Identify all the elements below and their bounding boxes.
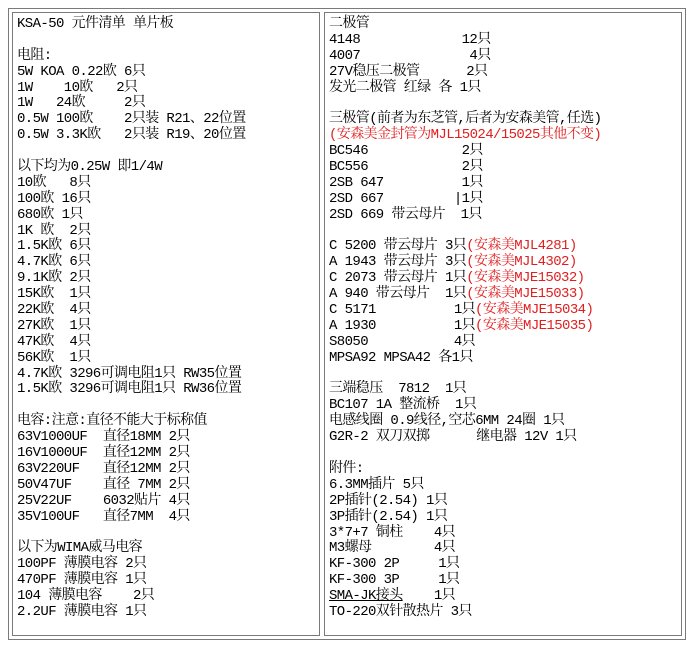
transistors-note: (安森美金封管为MJL15024/15025其他不变) [329, 127, 602, 144]
list-item [329, 255, 681, 271]
list-item: 0.5W 3.3K欧 2只装 R19、20位置 [17, 127, 246, 144]
transistor-part: A 940 带云母片 1只 [329, 286, 467, 303]
transistor-alternative: (安森美MJE15033) [466, 286, 585, 303]
list-item: 104 薄膜电容 2只 [17, 588, 155, 605]
list-item: 3*7+7 铜柱 4只 [329, 524, 456, 541]
capacitors-heading: 电容:注意:直径不能大于标称值 [17, 413, 207, 430]
list-item [329, 303, 681, 319]
list-item [329, 319, 681, 335]
diodes-heading: 二极管 [329, 16, 370, 32]
list-item: 1K 欧 2只 [17, 222, 91, 239]
transistor-alternative: (安森美MJL4281) [466, 238, 577, 255]
list-item: 16V1000UF 直径12MM 2只 [17, 445, 190, 462]
list-item: 3P插针(2.54) 1只 [329, 508, 448, 525]
transistor-alternative: (安森美MJL4302) [466, 254, 577, 271]
transistor-part: C 5200 带云母片 3只 [329, 238, 467, 255]
list-item: BC107 1A 整流桥 1只 [329, 397, 477, 414]
list-item: 发光二极管 红绿 各 1只 [329, 79, 481, 96]
list-item: G2R-2 双刀双掷 继电器 12V 1只 [329, 429, 577, 446]
accessories-heading: 附件: [329, 460, 364, 477]
list-item [329, 589, 681, 605]
parts-list-table [8, 8, 686, 640]
list-item: 三端稳压 7812 1只 [329, 381, 467, 398]
transistor-alternative: (安森美MJE15035) [475, 317, 594, 334]
document-title: KSA-50 元件清单 单片板 [17, 16, 174, 32]
list-item: 680欧 1只 [17, 206, 83, 223]
list-item [329, 271, 681, 287]
sma-connector-label: SMA-JK接头 [329, 588, 403, 605]
sma-connector-count: 1只 [402, 588, 456, 605]
list-item: 4007 4只 [329, 47, 491, 64]
list-item: 35V100UF 直径7MM 4只 [17, 508, 190, 525]
list-item: 15K欧 1只 [17, 286, 91, 303]
list-item: 1.5K欧 3296可调电阻1只 RW36位置 [17, 381, 242, 398]
transistor-part: A 1930 1只 [329, 317, 476, 334]
list-item: M3螺母 4只 [329, 540, 456, 557]
transistor-alternative: (安森美MJE15032) [466, 270, 585, 287]
list-item: 9.1K欧 2只 [17, 270, 91, 287]
list-item: 25V22UF 6032贴片 4只 [17, 492, 190, 509]
list-item: 100PF 薄膜电容 2只 [17, 556, 147, 573]
list-item: 1W 10欧 2只 [17, 79, 138, 96]
list-item: MPSA92 MPSA42 各1只 [329, 349, 473, 366]
list-item: 47K欧 4只 [17, 333, 91, 350]
list-item: 电感线圈 0.9线径,空芯6MM 24圈 1只 [329, 413, 565, 430]
list-item: 1.5K欧 6只 [17, 238, 91, 255]
transistor-alternative: (安森美MJE15034) [475, 302, 594, 319]
quarter-watt-heading: 以下均为0.25W 即1/4W [17, 159, 163, 176]
list-item: 470PF 薄膜电容 1只 [17, 572, 147, 589]
list-item: 10欧 8只 [17, 174, 91, 191]
transistors-heading: 三极管(前者为东芝管,后者为安森美管,任选) [329, 111, 602, 128]
list-item: S8050 4只 [329, 333, 476, 350]
list-item: KF-300 3P 1只 [329, 572, 460, 589]
transistor-part: C 2073 带云母片 1只 [329, 270, 467, 287]
list-item: 100欧 16只 [17, 190, 91, 207]
list-item: 50V47UF 直径 7MM 2只 [17, 476, 190, 493]
list-item: 27V稳压二极管 2只 [329, 63, 488, 80]
list-item: 0.5W 100欧 2只装 R21、22位置 [17, 111, 246, 128]
list-item: 4.7K欧 3296可调电阻1只 RW35位置 [17, 365, 242, 382]
list-item: 56K欧 1只 [17, 349, 91, 366]
list-item: 22K欧 4只 [17, 302, 91, 319]
transistor-part: C 5171 1只 [329, 302, 476, 319]
list-item: 27K欧 1只 [17, 317, 91, 334]
list-item [329, 287, 681, 303]
list-item: 4148 12只 [329, 31, 491, 48]
list-item: TO-220双针散热片 3只 [329, 603, 472, 620]
list-item: BC546 2只 [329, 143, 483, 160]
list-item: 5W KOA 0.22欧 6只 [17, 63, 146, 80]
resistors-heading: 电阻: [17, 47, 52, 64]
list-item: 2.2UF 薄膜电容 1只 [17, 603, 147, 620]
list-item: 4.7K欧 6只 [17, 254, 91, 271]
left-column [12, 12, 320, 636]
list-item: 2SD 669 带云母片 1只 [329, 206, 482, 223]
list-item: 6.3MM插片 5只 [329, 476, 424, 493]
list-item: KF-300 2P 1只 [329, 556, 460, 573]
list-item: 2SB 647 1只 [329, 174, 483, 191]
list-item: 1W 24欧 2只 [17, 95, 146, 112]
list-item: 63V220UF 直径12MM 2只 [17, 460, 190, 477]
right-column [324, 12, 682, 636]
list-item: 63V1000UF 直径18MM 2只 [17, 429, 190, 446]
list-item: BC556 2只 [329, 159, 483, 176]
list-item: 2P插针(2.54) 1只 [329, 492, 448, 509]
transistor-part: A 1943 带云母片 3只 [329, 254, 467, 271]
list-item: 2SD 667 |1只 [329, 190, 483, 207]
wima-heading: 以下为WIMA威马电容 [17, 540, 143, 557]
list-item [329, 239, 681, 255]
